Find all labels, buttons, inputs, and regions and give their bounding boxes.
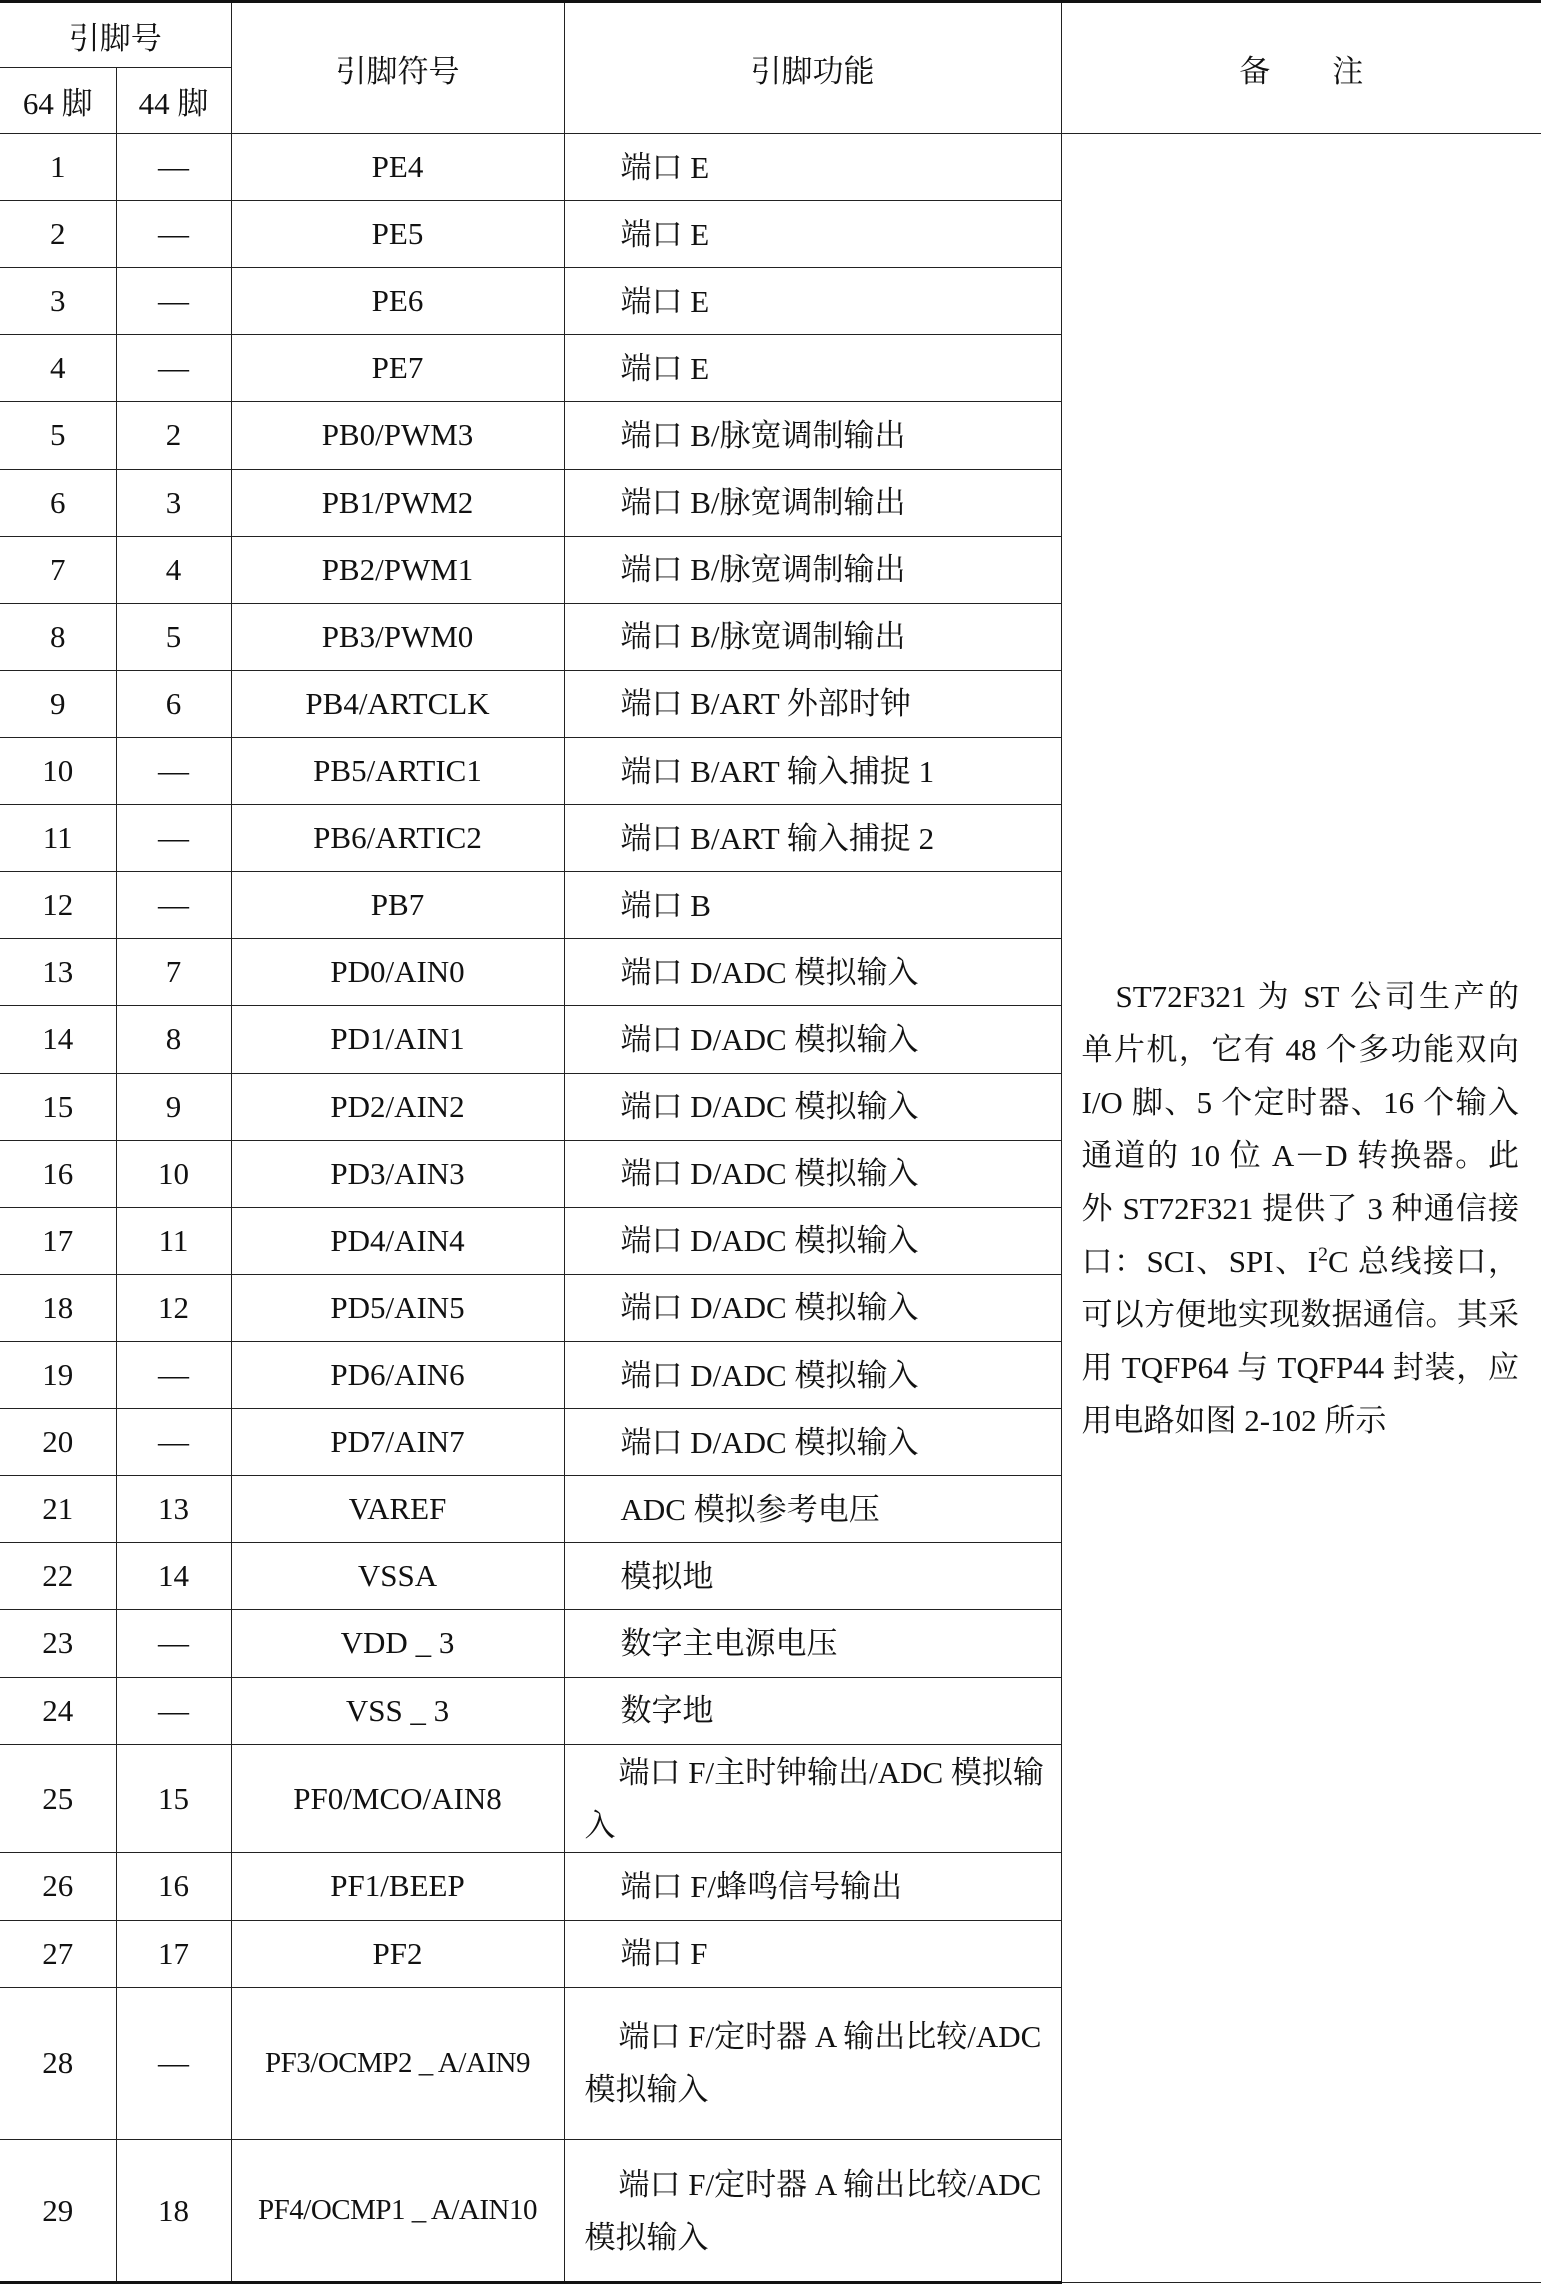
symbol-cell: PB3/PWM0: [231, 603, 564, 670]
symbol-cell: VSS _ 3: [231, 1677, 564, 1744]
pin-64-cell: 16: [0, 1140, 116, 1207]
symbol-cell: PB2/PWM1: [231, 536, 564, 603]
function-cell: [564, 805, 1061, 872]
function-text: 端口 D/ADC 模拟输入: [620, 1021, 919, 1057]
pin-44-cell: —: [116, 737, 231, 804]
symbol-cell: PB4/ARTCLK: [231, 670, 564, 737]
symbol-cell: PB0/PWM3: [231, 402, 564, 469]
symbol-cell: PD5/AIN5: [231, 1274, 564, 1341]
pin-64-cell: 19: [0, 1341, 116, 1408]
function-cell: [564, 1920, 1061, 1987]
symbol-cell: PE5: [231, 201, 564, 268]
function-cell: [564, 737, 1061, 804]
function-text: 端口 E: [620, 350, 710, 386]
symbol-cell: VDD _ 3: [231, 1610, 564, 1677]
function-text: 端口 E: [620, 216, 710, 252]
function-cell: [564, 335, 1061, 402]
symbol-cell: PD3/AIN3: [231, 1140, 564, 1207]
function-text: 端口 D/ADC 模拟输入: [620, 1290, 919, 1326]
pin-64-cell: 25: [0, 1744, 116, 1853]
pin-44-cell: —: [116, 1409, 231, 1476]
pin-44-cell: 3: [116, 469, 231, 536]
col-44-header: 44 脚: [116, 68, 231, 134]
symbol-cell: PE4: [231, 134, 564, 201]
pin-44-cell: 17: [116, 1920, 231, 1987]
function-cell: [564, 939, 1061, 1006]
pin-44-cell: —: [116, 134, 231, 201]
symbol-cell: PD0/AIN0: [231, 939, 564, 1006]
function-text: 端口 B: [620, 887, 711, 923]
notes-cell: [1061, 134, 1541, 2283]
function-cell: [564, 1341, 1061, 1408]
pin-44-cell: 2: [116, 402, 231, 469]
symbol-cell: PF2: [231, 1920, 564, 1987]
symbol-cell: PF4/OCMP1 _ A/AIN10: [231, 2140, 564, 2283]
symbol-cell: PB5/ARTIC1: [231, 737, 564, 804]
symbol-cell: PF1/BEEP: [231, 1853, 564, 1920]
pin-44-cell: —: [116, 1341, 231, 1408]
pin-44-cell: —: [116, 1987, 231, 2140]
function-cell: [564, 1476, 1061, 1543]
function-cell: [564, 134, 1061, 201]
function-cell: [564, 1140, 1061, 1207]
pin-64-cell: 6: [0, 469, 116, 536]
function-cell: [564, 1987, 1061, 2140]
pin-44-cell: 11: [116, 1207, 231, 1274]
pin-44-cell: —: [116, 335, 231, 402]
pin-44-cell: 13: [116, 1476, 231, 1543]
notes-header-label: 备注: [1239, 53, 1426, 89]
pin-64-cell: 15: [0, 1073, 116, 1140]
pin-64-cell: 22: [0, 1543, 116, 1610]
pin-64-cell: 14: [0, 1006, 116, 1073]
notes-text-2: C 总线接口，可以方便地实现数据通信。其采用 TQFP64 与 TQFP44 封装，应用电路如图 2-102 所示: [1081, 1243, 1519, 1438]
function-cell: [564, 1677, 1061, 1744]
pin-44-cell: —: [116, 268, 231, 335]
function-cell: [564, 1744, 1061, 1853]
pin-44-cell: —: [116, 805, 231, 872]
symbol-cell: PF3/OCMP2 _ A/AIN9: [231, 1987, 564, 2140]
pin-64-cell: 26: [0, 1853, 116, 1920]
pin-44-cell: 4: [116, 536, 231, 603]
pin-64-cell: 8: [0, 603, 116, 670]
symbol-cell: PE7: [231, 335, 564, 402]
function-cell: [564, 469, 1061, 536]
function-cell: [564, 1073, 1061, 1140]
pin-44-cell: 15: [116, 1744, 231, 1853]
function-text: 端口 B/ART 外部时钟: [620, 686, 911, 722]
function-text: 端口 D/ADC 模拟输入: [620, 1089, 919, 1125]
pin-64-cell: 21: [0, 1476, 116, 1543]
function-text: 端口 E: [620, 149, 710, 185]
pin-64-cell: 5: [0, 402, 116, 469]
symbol-cell: PD4/AIN4: [231, 1207, 564, 1274]
pin-44-cell: —: [116, 872, 231, 939]
symbol-cell: PD1/AIN1: [231, 1006, 564, 1073]
function-header: 引脚功能: [564, 2, 1061, 134]
pin-44-cell: —: [116, 1610, 231, 1677]
table-row: [0, 134, 1541, 201]
pin-64-cell: 29: [0, 2140, 116, 2283]
function-text: 端口 F/定时器 A 输出比较/ADC 模拟输入: [584, 2166, 1042, 2255]
pin-64-cell: 11: [0, 805, 116, 872]
function-text: 模拟地: [620, 1558, 714, 1594]
header-row-top: [0, 2, 1541, 68]
function-text: 端口 F: [620, 1936, 708, 1972]
pin-44-cell: 12: [116, 1274, 231, 1341]
function-cell: [564, 2140, 1061, 2283]
pin-table-body: [0, 134, 1541, 2283]
symbol-cell: PD2/AIN2: [231, 1073, 564, 1140]
pin-64-cell: 18: [0, 1274, 116, 1341]
symbol-cell: PB7: [231, 872, 564, 939]
pin-64-cell: 7: [0, 536, 116, 603]
pin-44-cell: 9: [116, 1073, 231, 1140]
function-text: ADC 模拟参考电压: [620, 1491, 880, 1527]
symbol-cell: PF0/MCO/AIN8: [231, 1744, 564, 1853]
function-cell: [564, 1610, 1061, 1677]
pin-44-cell: 5: [116, 603, 231, 670]
function-cell: [564, 536, 1061, 603]
pin-64-cell: 1: [0, 134, 116, 201]
pin-44-cell: 16: [116, 1853, 231, 1920]
pin-64-cell: 20: [0, 1409, 116, 1476]
function-cell: [564, 1409, 1061, 1476]
pin-64-cell: 10: [0, 737, 116, 804]
function-text: 端口 F/定时器 A 输出比较/ADC 模拟输入: [584, 2019, 1042, 2108]
pin-64-cell: 4: [0, 335, 116, 402]
function-text: 端口 D/ADC 模拟输入: [620, 954, 919, 990]
pin-44-cell: —: [116, 201, 231, 268]
pin-64-cell: 23: [0, 1610, 116, 1677]
pin-number-group-header: 引脚号: [0, 2, 231, 68]
pin-44-cell: 10: [116, 1140, 231, 1207]
symbol-cell: PE6: [231, 268, 564, 335]
function-text: 端口 B/脉宽调制输出: [620, 485, 906, 521]
notes-superscript: 2: [1317, 1243, 1328, 1266]
pin-64-cell: 2: [0, 201, 116, 268]
function-text: 端口 B/ART 输入捕捉 1: [620, 753, 935, 789]
function-cell: [564, 1543, 1061, 1610]
pin-44-cell: 8: [116, 1006, 231, 1073]
symbol-cell: PB6/ARTIC2: [231, 805, 564, 872]
function-cell: [564, 872, 1061, 939]
symbol-header: 引脚符号: [231, 2, 564, 134]
symbol-cell: VSSA: [231, 1543, 564, 1610]
pin-44-cell: —: [116, 1677, 231, 1744]
function-text: 端口 B/脉宽调制输出: [620, 552, 906, 588]
function-text: 数字地: [620, 1693, 714, 1729]
function-cell: [564, 603, 1061, 670]
pin-64-cell: 12: [0, 872, 116, 939]
pin-44-cell: 6: [116, 670, 231, 737]
notes-text-1: ST72F321 为 ST 公司生产的单片机，它有 48 个多功能双向 I/O 脚、5 个定时器、16 个输入通道的 10 位 A－D 转换器。此外 ST72F321 提供了 3 种通信接口：SCI、SPI、I: [1081, 978, 1519, 1279]
symbol-cell: PD6/AIN6: [231, 1341, 564, 1408]
function-cell: [564, 1274, 1061, 1341]
pin-44-cell: 18: [116, 2140, 231, 2283]
function-text: 端口 B/ART 输入捕捉 2: [620, 820, 935, 856]
pin-64-cell: 13: [0, 939, 116, 1006]
function-cell: [564, 1207, 1061, 1274]
col-64-header: 64 脚: [0, 68, 116, 134]
pin-44-cell: 14: [116, 1543, 231, 1610]
pin-64-cell: 28: [0, 1987, 116, 2140]
function-text: 端口 E: [620, 283, 710, 319]
function-text: 端口 D/ADC 模拟输入: [620, 1424, 919, 1460]
function-text: 端口 F/主时钟输出/ADC 模拟输入: [584, 1754, 1044, 1843]
symbol-cell: PD7/AIN7: [231, 1409, 564, 1476]
function-text: 数字主电源电压: [620, 1625, 838, 1661]
pin-64-cell: 3: [0, 268, 116, 335]
pin-64-cell: 9: [0, 670, 116, 737]
function-text: 端口 B/脉宽调制输出: [620, 417, 906, 453]
symbol-cell: VAREF: [231, 1476, 564, 1543]
symbol-cell: PB1/PWM2: [231, 469, 564, 536]
function-text: 端口 B/脉宽调制输出: [620, 619, 906, 655]
function-cell: [564, 1006, 1061, 1073]
pin-64-cell: 24: [0, 1677, 116, 1744]
pin-64-cell: 17: [0, 1207, 116, 1274]
function-cell: [564, 670, 1061, 737]
function-text: 端口 D/ADC 模拟输入: [620, 1357, 919, 1393]
pin-44-cell: 7: [116, 939, 231, 1006]
function-cell: [564, 1853, 1061, 1920]
function-cell: [564, 268, 1061, 335]
function-text: 端口 F/蜂鸣信号输出: [620, 1868, 903, 1904]
function-text: 端口 D/ADC 模拟输入: [620, 1223, 919, 1259]
notes-header: [1061, 2, 1541, 134]
function-cell: [564, 201, 1061, 268]
function-cell: [564, 402, 1061, 469]
function-text: 端口 D/ADC 模拟输入: [620, 1156, 919, 1192]
pin-64-cell: 27: [0, 1920, 116, 1987]
